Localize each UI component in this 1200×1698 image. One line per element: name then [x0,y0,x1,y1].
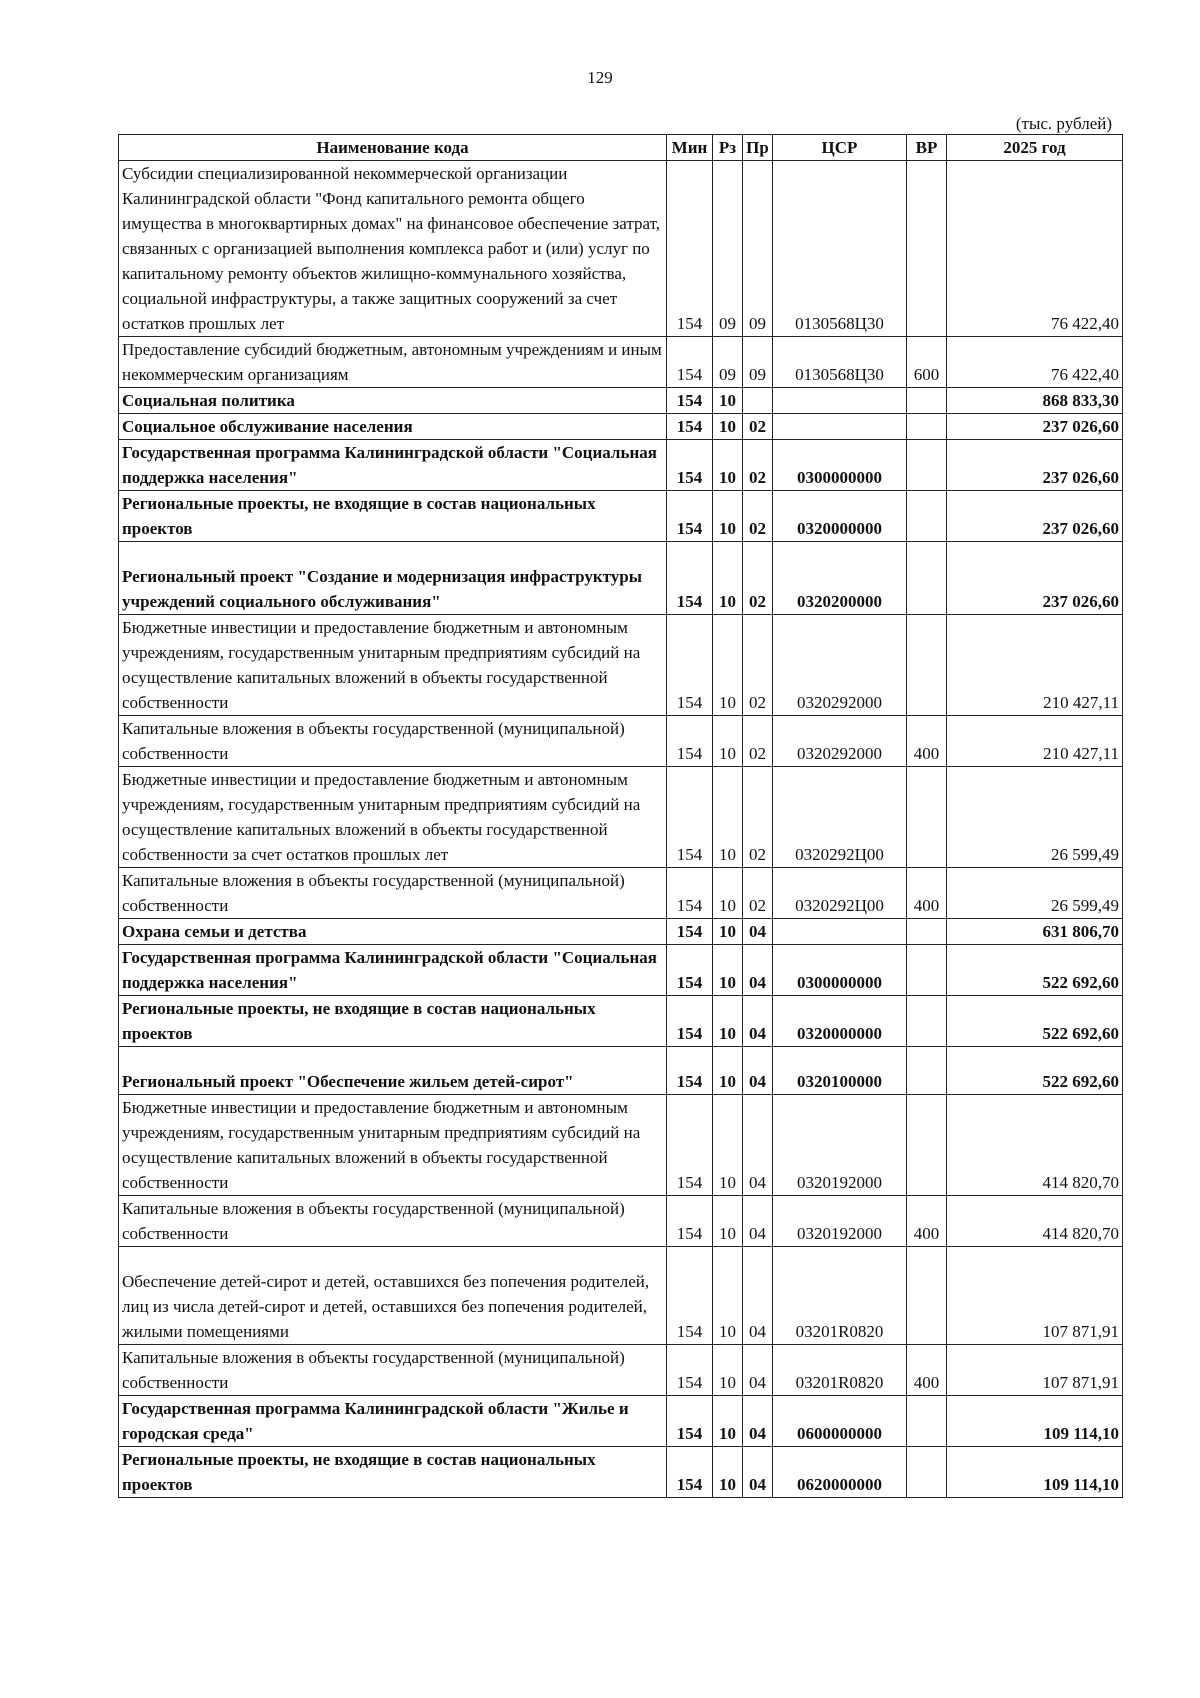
cell-rz: 10 [713,1447,743,1498]
cell-amount: 109 114,10 [947,1447,1123,1498]
cell-name: Бюджетные инвестиции и предоставление бюджетным и автономным учреждениям, государственным унитарным предприятиям субсидий на осуществление капитальных вложений в объекты государственной собственности [119,1095,667,1196]
header-name: Наименование кода [119,135,667,161]
cell-min: 154 [667,716,713,767]
cell-vr [907,1095,947,1196]
cell-csr [773,388,907,414]
table-row [119,388,1123,414]
cell-amount: 107 871,91 [947,1345,1123,1396]
cell-rz: 10 [713,1047,743,1095]
cell-min: 154 [667,337,713,388]
table-row [119,161,1123,337]
cell-vr [907,542,947,615]
cell-rz: 09 [713,337,743,388]
cell-amount: 237 026,60 [947,491,1123,542]
cell-amount: 26 599,49 [947,767,1123,868]
cell-name: Государственная программа Калининградской области "Жилье и городская среда" [119,1396,667,1447]
cell-pr: 04 [743,1095,773,1196]
table-row [119,440,1123,491]
header-rz: Рз [713,135,743,161]
cell-csr: 0320292000 [773,615,907,716]
cell-name: Региональные проекты, не входящие в состав национальных проектов [119,1447,667,1498]
cell-name: Региональные проекты, не входящие в состав национальных проектов [119,491,667,542]
cell-pr: 02 [743,414,773,440]
cell-pr: 04 [743,1447,773,1498]
cell-rz: 10 [713,767,743,868]
table-row [119,414,1123,440]
table-row [119,1447,1123,1498]
cell-pr: 02 [743,542,773,615]
cell-vr [907,491,947,542]
cell-min: 154 [667,615,713,716]
cell-pr: 02 [743,716,773,767]
cell-amount: 210 427,11 [947,615,1123,716]
cell-amount: 414 820,70 [947,1095,1123,1196]
cell-min: 154 [667,1396,713,1447]
cell-rz: 10 [713,1396,743,1447]
cell-pr: 04 [743,1196,773,1247]
cell-pr [743,388,773,414]
cell-csr: 0300000000 [773,440,907,491]
cell-rz: 10 [713,491,743,542]
cell-vr [907,161,947,337]
cell-rz: 10 [713,945,743,996]
header-pr: Пр [743,135,773,161]
cell-pr: 04 [743,1396,773,1447]
table-row [119,542,1123,615]
cell-min: 154 [667,1447,713,1498]
cell-amount: 237 026,60 [947,542,1123,615]
cell-csr: 0320292Ц00 [773,868,907,919]
cell-rz: 10 [713,868,743,919]
cell-pr: 02 [743,767,773,868]
cell-vr [907,414,947,440]
cell-csr: 0320292Ц00 [773,767,907,868]
cell-name: Капитальные вложения в объекты государственной (муниципальной) собственности [119,868,667,919]
cell-rz: 10 [713,1345,743,1396]
table-row [119,996,1123,1047]
cell-min: 154 [667,388,713,414]
cell-min: 154 [667,161,713,337]
cell-min: 154 [667,1247,713,1345]
cell-csr: 0320200000 [773,542,907,615]
cell-pr: 04 [743,1047,773,1095]
cell-pr: 02 [743,440,773,491]
cell-vr: 400 [907,868,947,919]
cell-name: Субсидии специализированной некоммерческой организации Калининградской области "Фонд капитального ремонта общего имущества в многоквартирных домах" на финансовое обеспечение затрат, связанных с организацией выполнения комплекса работ и (или) услуг по капитальному ремонту объектов жилищно-коммунального хозяйства, социальной инфраструктуры, а также защитных сооружений за счет остатков прошлых лет [119,161,667,337]
cell-pr: 04 [743,919,773,945]
table-row [119,1095,1123,1196]
cell-csr [773,414,907,440]
cell-vr [907,1047,947,1095]
cell-min: 154 [667,440,713,491]
units-label: (тыс. рублей) [1015,114,1112,133]
cell-vr: 400 [907,716,947,767]
cell-csr: 03201R0820 [773,1247,907,1345]
cell-name: Государственная программа Калининградской области "Социальная поддержка населения" [119,440,667,491]
cell-pr: 04 [743,945,773,996]
cell-pr: 09 [743,161,773,337]
cell-csr: 0300000000 [773,945,907,996]
cell-pr: 04 [743,1247,773,1345]
cell-min: 154 [667,996,713,1047]
table-row [119,868,1123,919]
cell-name: Социальное обслуживание населения [119,414,667,440]
cell-vr: 600 [907,337,947,388]
cell-csr: 0320000000 [773,491,907,542]
cell-rz: 10 [713,388,743,414]
table-row [119,716,1123,767]
cell-name: Бюджетные инвестиции и предоставление бюджетным и автономным учреждениям, государственным унитарным предприятиям субсидий на осуществление капитальных вложений в объекты государственной собственности за счет остатков прошлых лет [119,767,667,868]
cell-min: 154 [667,945,713,996]
cell-min: 154 [667,1196,713,1247]
cell-rz: 10 [713,440,743,491]
cell-csr: 0620000000 [773,1447,907,1498]
cell-amount: 414 820,70 [947,1196,1123,1247]
cell-pr: 04 [743,1345,773,1396]
cell-min: 154 [667,868,713,919]
cell-csr: 0320192000 [773,1095,907,1196]
cell-pr: 02 [743,868,773,919]
cell-vr [907,945,947,996]
cell-min: 154 [667,767,713,868]
cell-name: Капитальные вложения в объекты государственной (муниципальной) собственности [119,1345,667,1396]
cell-vr [907,1447,947,1498]
cell-pr: 02 [743,491,773,542]
cell-csr: 0130568Ц30 [773,161,907,337]
cell-amount: 522 692,60 [947,996,1123,1047]
cell-amount: 631 806,70 [947,919,1123,945]
header-min: Мин [667,135,713,161]
cell-name: Предоставление субсидий бюджетным, автономным учреждениям и иным некоммерческим организациям [119,337,667,388]
table-row [119,615,1123,716]
cell-csr: 0600000000 [773,1396,907,1447]
cell-amount: 210 427,11 [947,716,1123,767]
cell-amount: 26 599,49 [947,868,1123,919]
cell-vr [907,1396,947,1447]
cell-pr: 04 [743,996,773,1047]
table-row [119,491,1123,542]
cell-min: 154 [667,1095,713,1196]
cell-pr: 09 [743,337,773,388]
cell-amount: 522 692,60 [947,1047,1123,1095]
cell-amount: 868 833,30 [947,388,1123,414]
cell-rz: 10 [713,615,743,716]
cell-vr [907,996,947,1047]
budget-table [118,134,1123,1498]
table-row [119,1396,1123,1447]
cell-amount: 109 114,10 [947,1396,1123,1447]
cell-name: Региональный проект "Обеспечение жильем детей-сирот" [119,1047,667,1095]
cell-vr [907,440,947,491]
cell-csr: 0320100000 [773,1047,907,1095]
cell-rz: 10 [713,996,743,1047]
cell-vr [907,615,947,716]
cell-csr: 03201R0820 [773,1345,907,1396]
cell-pr: 02 [743,615,773,716]
page-number: 129 [587,68,613,87]
cell-name: Обеспечение детей-сирот и детей, оставшихся без попечения родителей, лиц из числа детей-сирот и детей, оставшихся без попечения родителей, жилыми помещениями [119,1247,667,1345]
table-row [119,945,1123,996]
cell-rz: 10 [713,1196,743,1247]
table-header-row [119,135,1123,161]
cell-name: Капитальные вложения в объекты государственной (муниципальной) собственности [119,716,667,767]
cell-name: Региональный проект "Создание и модернизация инфраструктуры учреждений социального обслуживания" [119,542,667,615]
cell-name: Социальная политика [119,388,667,414]
table-row [119,919,1123,945]
cell-rz: 10 [713,542,743,615]
cell-vr [907,388,947,414]
cell-name: Региональные проекты, не входящие в состав национальных проектов [119,996,667,1047]
cell-rz: 10 [713,1247,743,1345]
cell-vr: 400 [907,1345,947,1396]
cell-vr [907,767,947,868]
cell-amount: 237 026,60 [947,440,1123,491]
cell-name: Государственная программа Калининградской области "Социальная поддержка населения" [119,945,667,996]
cell-min: 154 [667,919,713,945]
table-row [119,767,1123,868]
cell-amount: 237 026,60 [947,414,1123,440]
table-row [119,1247,1123,1345]
header-vr: ВР [907,135,947,161]
cell-name: Охрана семьи и детства [119,919,667,945]
cell-amount: 522 692,60 [947,945,1123,996]
table-row [119,337,1123,388]
cell-min: 154 [667,542,713,615]
cell-rz: 10 [713,1095,743,1196]
cell-min: 154 [667,491,713,542]
table-row [119,1345,1123,1396]
cell-csr: 0320000000 [773,996,907,1047]
table-row [119,1047,1123,1095]
cell-csr [773,919,907,945]
header-csr: ЦСР [773,135,907,161]
cell-vr [907,919,947,945]
cell-rz: 10 [713,716,743,767]
cell-name: Бюджетные инвестиции и предоставление бюджетным и автономным учреждениям, государственным унитарным предприятиям субсидий на осуществление капитальных вложений в объекты государственной собственности [119,615,667,716]
cell-min: 154 [667,1047,713,1095]
cell-csr: 0320292000 [773,716,907,767]
cell-min: 154 [667,414,713,440]
table-row [119,1196,1123,1247]
cell-vr [907,1247,947,1345]
cell-rz: 10 [713,414,743,440]
cell-name: Капитальные вложения в объекты государственной (муниципальной) собственности [119,1196,667,1247]
cell-amount: 76 422,40 [947,337,1123,388]
cell-csr: 0130568Ц30 [773,337,907,388]
cell-amount: 107 871,91 [947,1247,1123,1345]
cell-vr: 400 [907,1196,947,1247]
cell-rz: 09 [713,161,743,337]
cell-amount: 76 422,40 [947,161,1123,337]
cell-csr: 0320192000 [773,1196,907,1247]
cell-rz: 10 [713,919,743,945]
header-year: 2025 год [947,135,1123,161]
cell-min: 154 [667,1345,713,1396]
